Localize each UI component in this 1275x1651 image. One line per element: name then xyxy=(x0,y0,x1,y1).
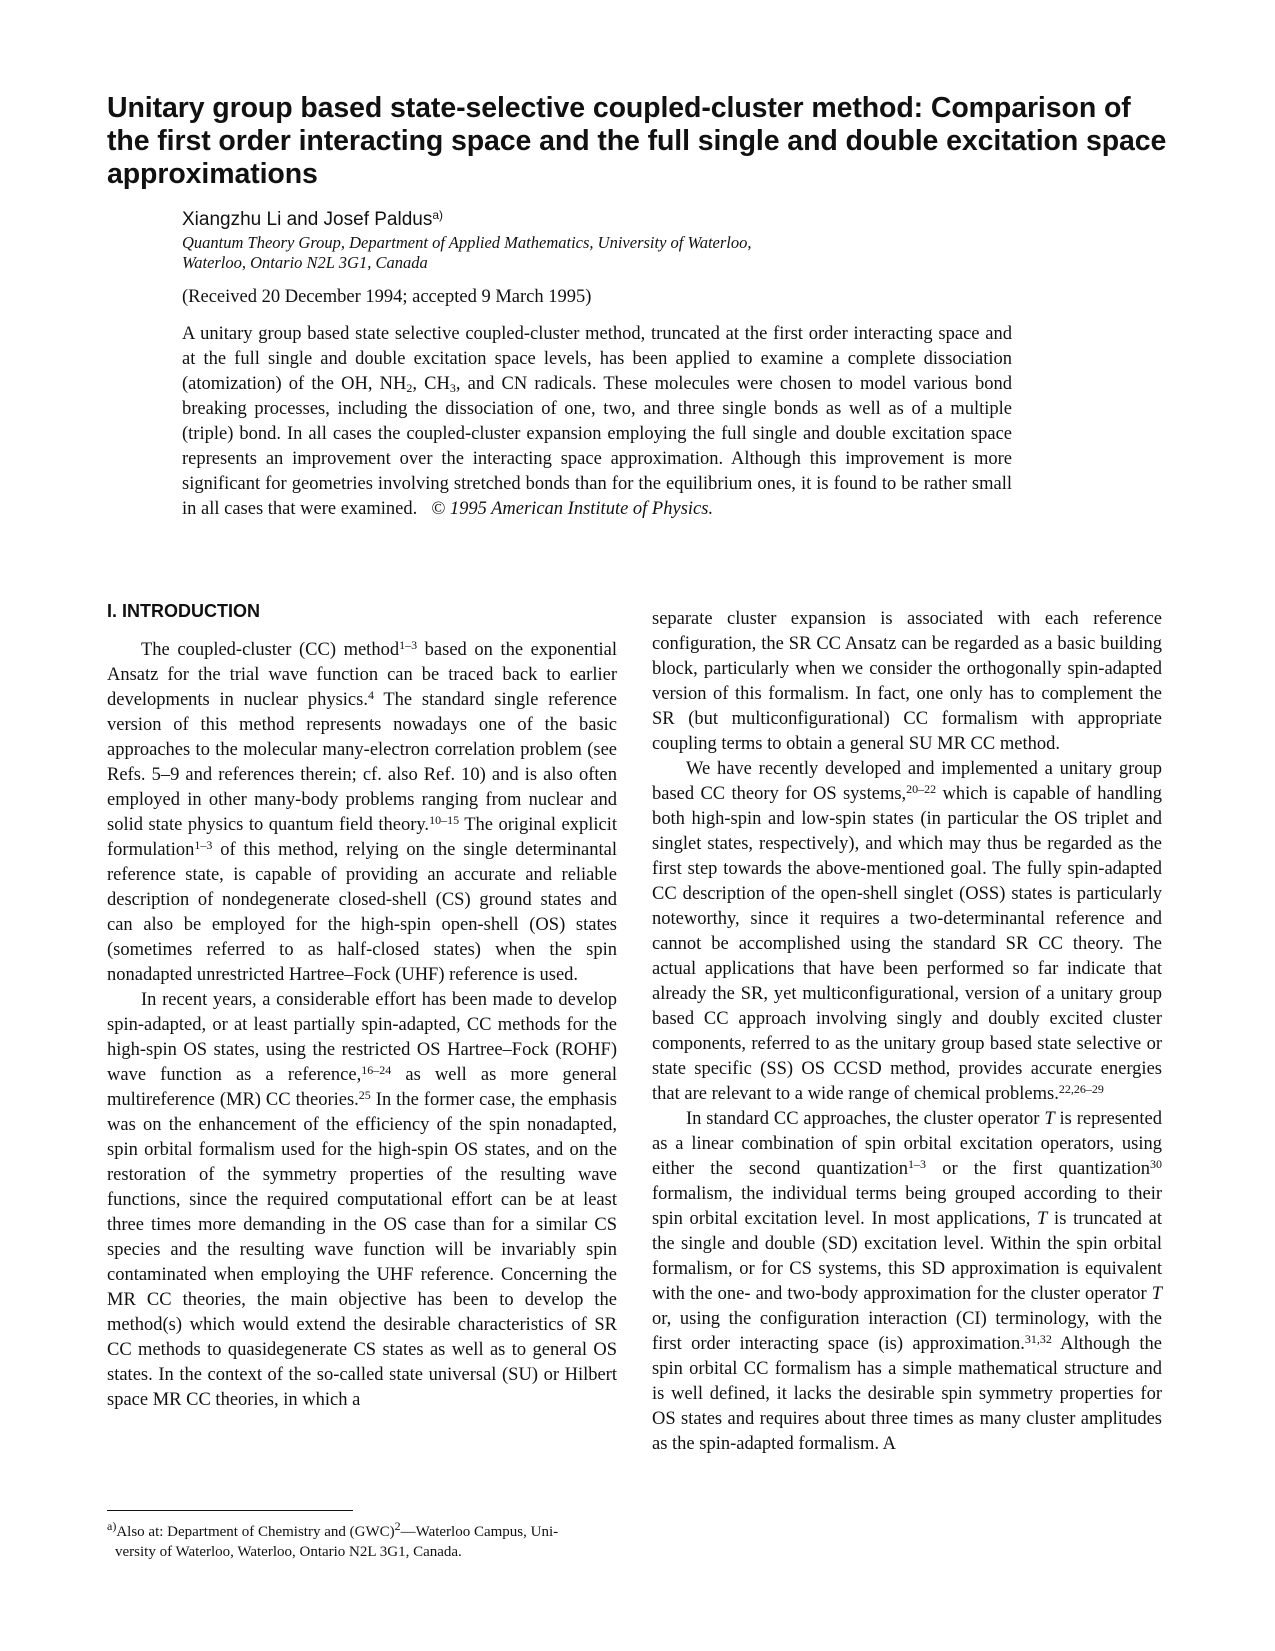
text-run: which is capable of handling both high-spin and low-spin states (in particular the OS triplet and singlet states, respectively), and which may thus be regarded as the first step towards the above-mentioned goal. The fully spin-adapted CC description of the open-shell singlet (OSS) states is particularly noteworthy, since it requires a two-determinantal reference and cannot be accomplished using the standard SR CC theory. The actual applications that have been performed so far indicate that already the SR, yet multiconfigurational, version of a unitary group based CC approach involving singly and doubly excited cluster components, referred to as the unitary group based state selective or state specific (SS) OS CCSD method, provides accurate energies that are relevant to a wide range of chemical problems. xyxy=(652,784,1162,1104)
reference-marker: 4 xyxy=(367,688,374,702)
affiliation-line-2: Waterloo, Ontario N2L 3G1, Canada xyxy=(182,253,428,272)
text-run: In recent years, a considerable effort has been made to develop spin-adapted, or at least partially spin-adapted, CC methods for the high-spin OS states, using the restricted OS Hartree–Fock (ROHF) wave function as a reference, xyxy=(107,990,617,1085)
left-column xyxy=(107,600,617,1413)
text-run: We have recently developed and implemented a unitary group based CC theory for OS systems, xyxy=(652,759,1162,804)
footnote-mark: a) xyxy=(107,1519,117,1533)
footnote-text-3: versity of Waterloo, Waterloo, Ontario N2L 3G1, Canada. xyxy=(115,1544,462,1560)
abstract-subscript-2: 3 xyxy=(449,381,456,395)
text-run: or the first quantization xyxy=(926,1159,1150,1179)
operator-symbol: T xyxy=(1151,1284,1162,1304)
operator-symbol: T xyxy=(1044,1109,1055,1129)
text-run: as well as more general multireference (MR) CC theories. xyxy=(107,1065,617,1110)
abstract xyxy=(182,322,1012,522)
footnote-divider xyxy=(107,1510,353,1511)
author-line xyxy=(182,209,443,231)
abstract-text-1: A unitary group based state selective coupled-cluster method, truncated at the first order interacting space and at the full single and double excitation space levels, has been applied to examine a complete dissociation (atomization) of the OH, NH xyxy=(182,324,1012,394)
intro-paragraph-continued: separate cluster expansion is associated with each reference configuration, the SR CC Ansatz can be regarded as a basic building block, particularly when we consider the orthogonally spin-adapted version of this formalism. In fact, one only has to complement the SR (but multiconfigurational) CC formalism with appropriate coupling terms to obtain a general SU MR CC method. xyxy=(652,609,1162,754)
footnote-text-2: —Waterloo Campus, Uni- xyxy=(400,1524,559,1540)
text-run: The standard single reference version of this method represents nowadays one of the basic approaches to the molecular many-electron correlation problem (see Refs. 5–9 and references therein; cf. also Ref. 10) and is also often employed in other many-body problems ranging from nuclear and solid state physics to quantum field theory. xyxy=(107,690,618,835)
author-footnote-mark: a) xyxy=(432,208,444,222)
text-run: formalism, the individual terms being grouped according to their spin orbital excitation level. In most applications, xyxy=(652,1184,1162,1229)
intro-paragraph-2 xyxy=(107,988,617,1413)
section-heading: I. INTRODUCTION xyxy=(107,601,260,621)
text-run: In standard CC approaches, the cluster operator xyxy=(686,1109,1045,1129)
text-run: is truncated at the single and double (SD) excitation level. Within the spin orbital formalism, or for CS systems, this SD approximation is equivalent with the one- and two-body approximation for the cluster operator xyxy=(652,1209,1162,1304)
reference-marker: 22,26–29 xyxy=(1058,1082,1104,1096)
intro-paragraph-1 xyxy=(107,638,617,988)
footnote-superscript: 2 xyxy=(394,1519,401,1533)
text-run: The coupled-cluster (CC) method xyxy=(141,640,400,660)
reference-marker: 10–15 xyxy=(429,813,460,827)
affiliation xyxy=(182,233,1042,273)
intro-paragraph-4 xyxy=(652,1107,1162,1457)
reference-marker: 30 xyxy=(1150,1157,1162,1171)
reference-marker: 1–3 xyxy=(194,838,213,852)
text-run: is represented as a linear combination of spin orbital excitation operators, using either the second quantization xyxy=(652,1109,1162,1179)
received-dates: (Received 20 December 1994; accepted 9 March 1995) xyxy=(182,287,592,307)
text-run: The original explicit formulation xyxy=(107,815,617,860)
reference-marker: 1–3 xyxy=(908,1157,927,1171)
right-column xyxy=(652,607,1162,1457)
copyright-notice: © 1995 American Institute of Physics. xyxy=(431,499,714,519)
abstract-subscript-1: 2 xyxy=(406,381,413,395)
abstract-text-3: , and CN radicals. These molecules were chosen to model various bond breaking processes, including the dissociation of one, two, and three single bonds as well as of a multiple (triple) bond. In all cases the coupled-cluster expansion employing the full single and double excitation space represents an improvement over the interacting space approximation. Although this improvement is more significant for geometries involving stretched bonds than for the equilibrium ones, it is found to be rather small in all cases that were examined. xyxy=(182,374,1012,519)
intro-paragraph-3 xyxy=(652,757,1162,1107)
footnote-text-1: Also at: Department of Chemistry and (GWC) xyxy=(116,1524,395,1540)
operator-symbol: T xyxy=(1037,1209,1048,1229)
reference-marker: 20–22 xyxy=(906,782,937,796)
text-run: based on the exponential Ansatz for the trial wave function can be traced back to earlier developments in nuclear physics. xyxy=(107,640,617,710)
text-run: In the former case, the emphasis was on the enhancement of the efficiency of the spin nonadapted, spin orbital formalism used for the high-spin OS states, and on the restoration of the symmetry properties of the resulting wave functions, since the required computational effort can be at least three times more demanding in the OS case than for a similar CS species and the resulting wave function will be invariably spin contaminated when employing the UHF reference. Concerning the MR CC theories, the main objective has been to develop the method(s) which would extend the desirable characteristics of SR CC methods to quasidegenerate CS states as well as to general OS states. In the context of the so-called state universal (SU) or Hilbert space MR CC theories, in which a xyxy=(107,1090,617,1410)
reference-marker: 31,32 xyxy=(1024,1332,1052,1346)
text-run: or, using the configuration interaction (CI) terminology, with the first order interacting space (is) approximation. xyxy=(652,1309,1162,1354)
reference-marker: 25 xyxy=(358,1088,371,1102)
author-names: Xiangzhu Li and Josef Paldus xyxy=(182,209,433,230)
reference-marker: 16–24 xyxy=(361,1063,392,1077)
reference-marker: 1–3 xyxy=(399,638,418,652)
paper-title: Unitary group based state-selective coupled-cluster method: Comparison of the first order interacting space and the full single and double excitation space approximations xyxy=(107,92,1167,190)
affiliation-line-1: Quantum Theory Group, Department of Applied Mathematics, University of Waterloo, xyxy=(182,233,752,252)
text-run: of this method, relying on the single determinantal reference state, is capable of providing an accurate and reliable description of nondegenerate closed-shell (CS) ground states and can also be employed for the high-spin open-shell (OS) states (sometimes referred to as half-closed states) when the spin nonadapted unrestricted Hartree–Fock (UHF) reference is used. xyxy=(107,840,617,985)
abstract-text-2: , CH xyxy=(412,374,450,394)
text-run: Although the spin orbital CC formalism has a simple mathematical structure and is well defined, it lacks the desirable spin symmetry properties for OS states and requires about three times as many cluster amplitudes as the spin-adapted formalism. A xyxy=(652,1334,1162,1454)
footnote xyxy=(107,1519,617,1562)
